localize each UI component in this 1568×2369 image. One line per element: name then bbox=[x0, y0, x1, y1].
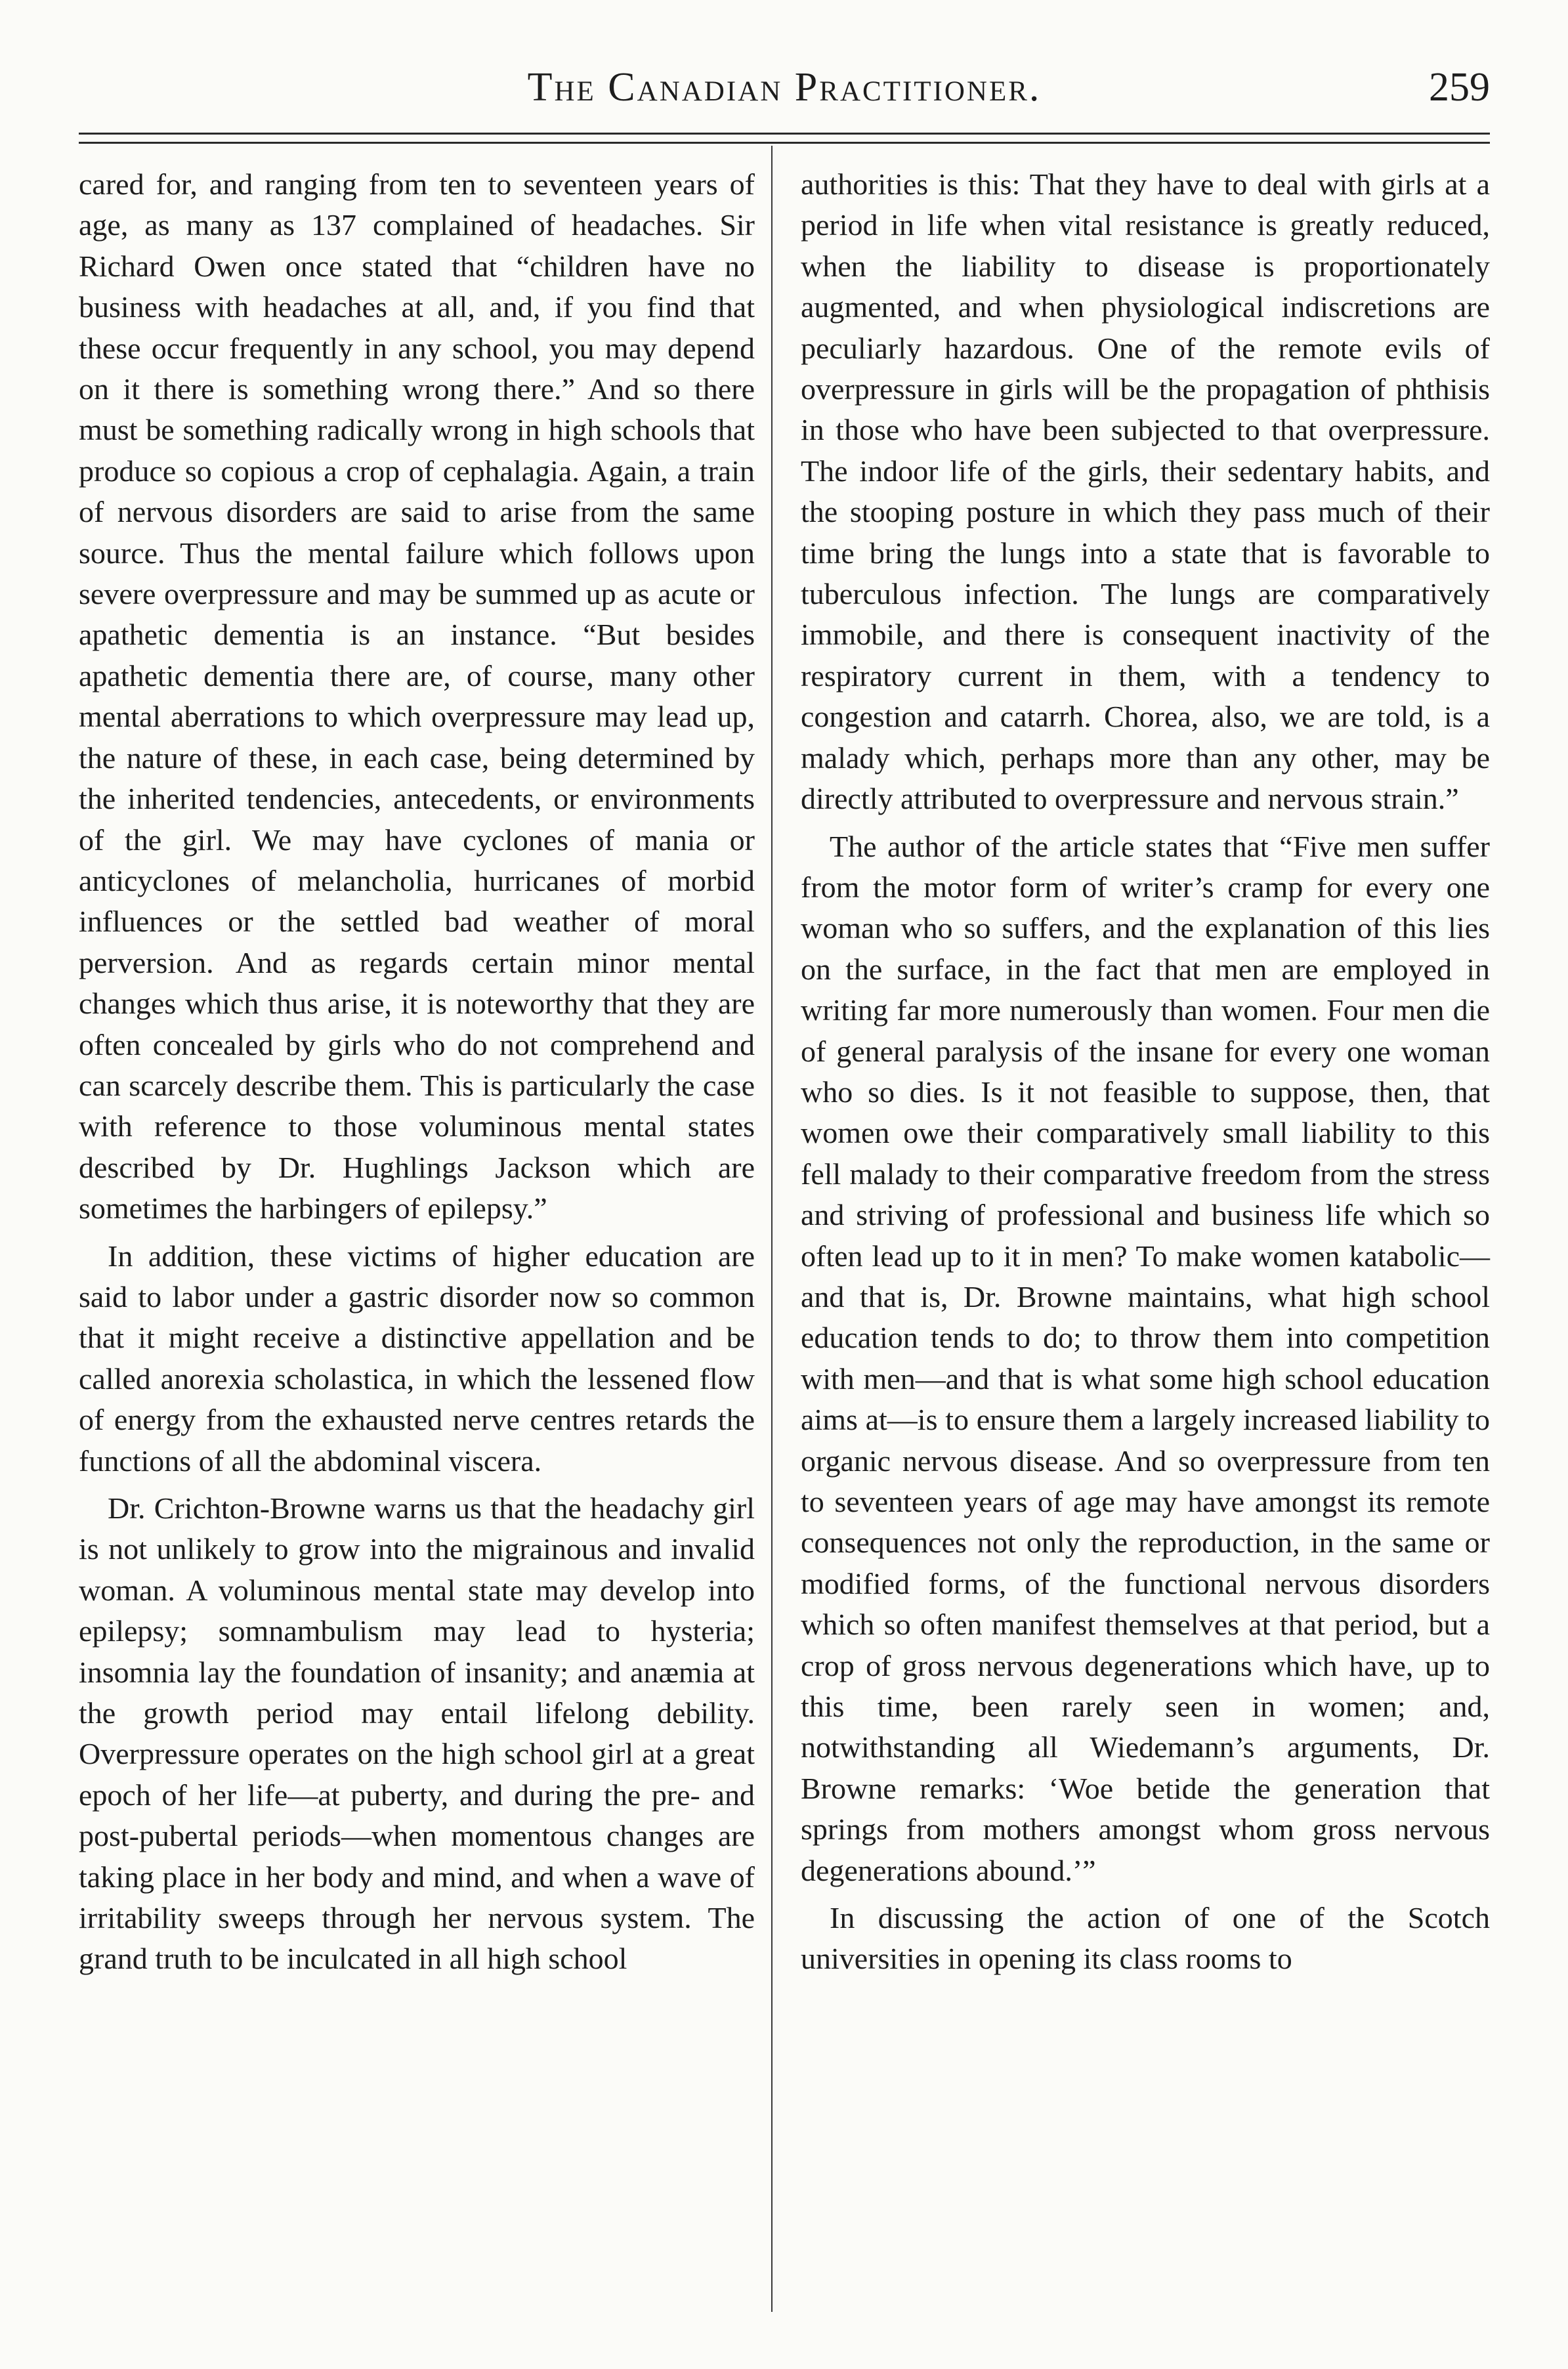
running-title: The Canadian Practitioner. bbox=[527, 65, 1042, 110]
paragraph: In discussing the action of one of the Scotch universities in opening its class rooms to bbox=[801, 1901, 1490, 1976]
header-rule-bottom bbox=[79, 142, 1490, 144]
left-column bbox=[79, 164, 755, 1980]
page-number: 259 bbox=[1429, 65, 1490, 110]
right-column bbox=[801, 164, 1490, 1980]
column-divider bbox=[771, 146, 773, 2312]
header-rule-top bbox=[79, 133, 1490, 135]
paragraph: The author of the article states that “Five men suffer from the motor form of writer’s cramp for every one woman who so suffers, and the explanation of this lies on the surface, in the fact that men are employed in writing far more numerously than women. Four men die of general paralysis of the insane for every one woman who so dies. Is it not feasible to suppose, then, that women owe their comparatively small liability to this fell malady to their comparative freedom from the stress and striving of professional and business life which so often lead up to it in men? To make women katabolic—and that is, Dr. Browne maintains, what high school education tends to do; to throw them into competition with men—and that is what some high school education aims at—is to ensure them a largely increased liability to organic nervous disease. And so overpressure from ten to seventeen years of age may have amongst its remote consequences not only the reproduction, in the same or modified forms, of the functional nervous disorders which so often manifest themselves at that period, but a crop of gross nervous degenerations which have, up to this time, been rarely seen in women; and, notwithstanding all Wiedemann’s arguments, Dr. Browne remarks: ‘Woe betide the generation that springs from mothers amongst whom gross nervous degenerations abound.’” bbox=[801, 829, 1490, 1887]
paragraph: authorities is this: That they have to deal with girls at a period in life when vital resistance is greatly reduced, when the liability to disease is proportionately augmented, and when physiological indiscretions are peculiarly hazardous. One of the remote evils of overpressure in girls will be the propagation of phthisis in those who have been subjected to that overpressure. The indoor life of the girls, their sedentary habits, and the stooping posture in which they pass much of their time bring the lungs into a state that is favorable to tuberculous infection. The lungs are comparatively immobile, and there is consequent inactivity of the respiratory current in them, with a tendency to congestion and catarrh. Chorea, also, we are told, is a malady which, perhaps more than any other, may be directly attributed to overpressure and nervous strain.” bbox=[801, 167, 1490, 816]
page-header bbox=[79, 64, 1490, 123]
paragraph: Dr. Crichton-Browne warns us that the headachy girl is not unlikely to grow into the migrainous and invalid woman. A voluminous mental state may develop into epilepsy; somnambulism may lead to hysteria; insomnia lay the foundation of insanity; and anæmia at the growth period may entail lifelong debility. Overpressure operates on the high school girl at a great epoch of her life—at puberty, and during the pre- and post-pubertal periods—when momentous changes are taking place in her body and mind, and when a wave of irritability sweeps through her nervous system. The grand truth to be inculcated in all high school bbox=[79, 1491, 755, 1976]
paragraph: cared for, and ranging from ten to seventeen years of age, as many as 137 complained of headaches. Sir Richard Owen once stated that “children have no business with headaches at all, and, if you find that these occur frequently in any school, you may depend on it there is something wrong there.” And so there must be something radically wrong in high schools that produce so copious a crop of cephalagia. Again, a train of nervous disorders are said to arise from the same source. Thus the mental failure which follows upon severe overpressure and may be summed up as acute or apathetic dementia is an instance. “But besides apathetic dementia there are, of course, many other mental aberrations to which overpressure may lead up, the nature of these, in each case, being determined by the inherited tendencies, antecedents, or environments of the girl. We may have cyclones of mania or anticyclones of melancholia, hurricanes of morbid influences or the settled bad weather of moral perversion. And as regards certain minor mental changes which thus arise, it is noteworthy that they are often concealed by girls who do not comprehend and can scarcely describe them. This is particularly the case with reference to those voluminous mental states described by Dr. Hughlings Jackson which are sometimes the harbingers of epilepsy.” bbox=[79, 167, 755, 1226]
paragraph: In addition, these victims of higher education are said to labor under a gastric disorder now so common that it might receive a distinctive appellation and be called anorexia scholastica, in which the lessened flow of energy from the exhausted nerve centres retards the functions of all the abdominal viscera. bbox=[79, 1239, 755, 1478]
